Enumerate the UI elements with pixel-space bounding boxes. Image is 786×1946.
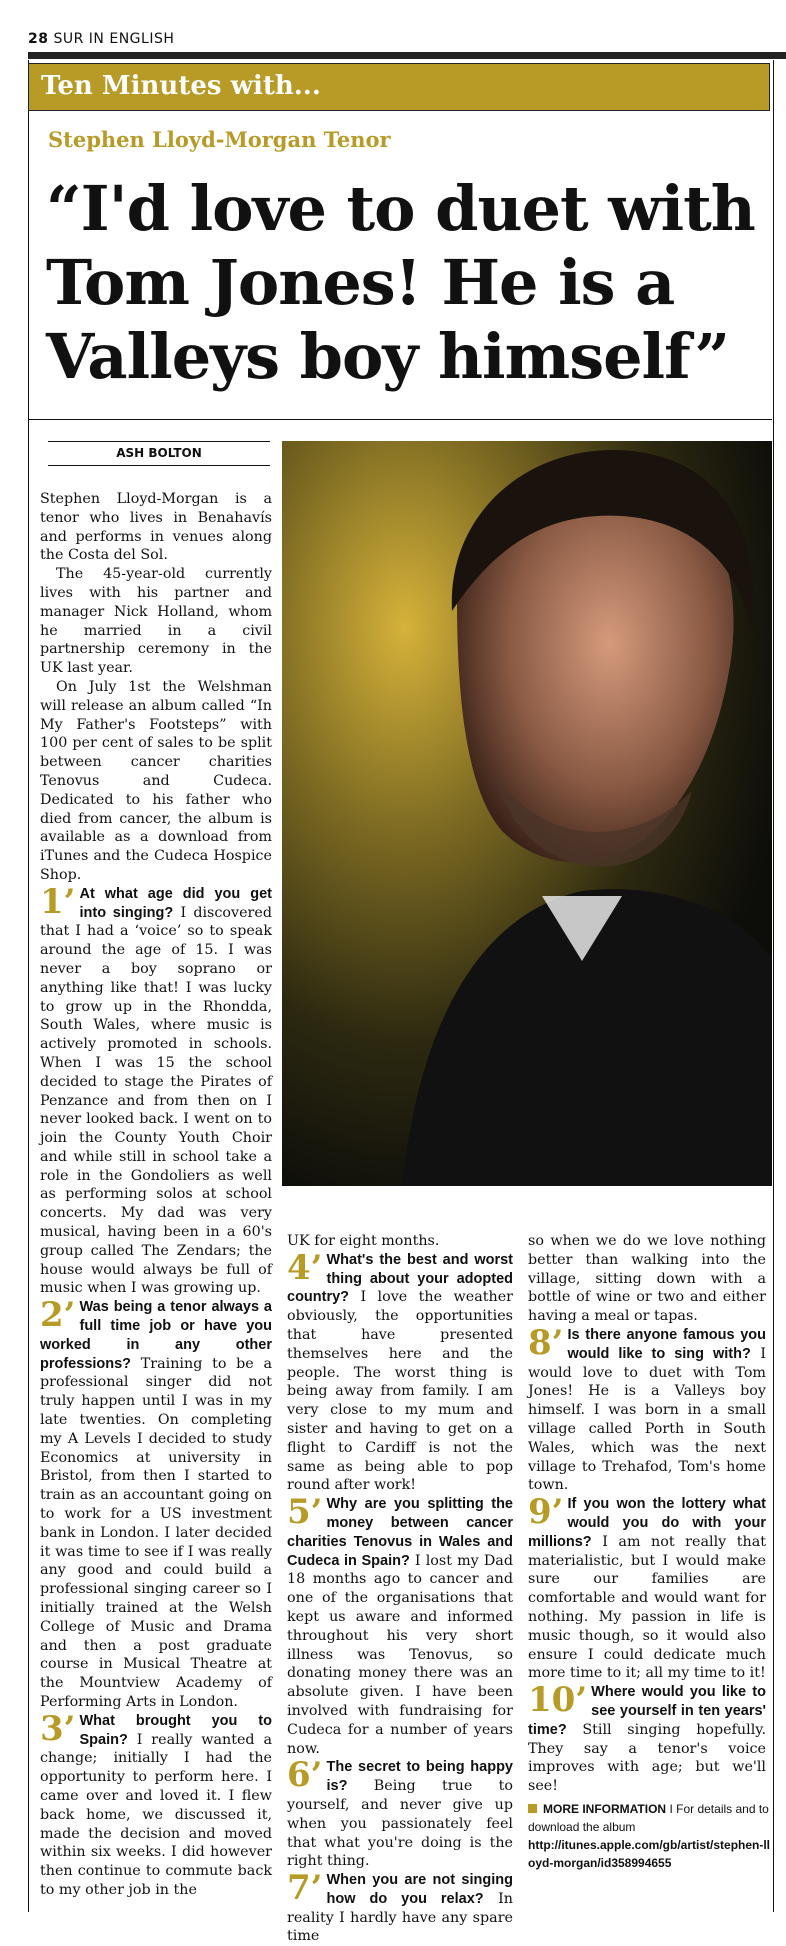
question-number: 4’ bbox=[287, 1247, 323, 1288]
question: What's the best and worst thing about your adopted country? bbox=[287, 1251, 513, 1306]
more-info-sep: I bbox=[666, 1802, 677, 1816]
qa-item bbox=[287, 1492, 513, 1758]
qa-item bbox=[528, 1492, 766, 1683]
answer: In reality I hardly have any spare time bbox=[287, 1890, 513, 1945]
qa-item bbox=[287, 1247, 513, 1495]
question-number: 1’ bbox=[40, 881, 76, 922]
intro-paragraph: Stephen Lloyd-Morgan is a tenor who lives in Benahavís and performs in venues along the Costa del Sol. bbox=[40, 491, 272, 564]
page-number: 28 bbox=[28, 31, 49, 47]
portrait-photo bbox=[282, 441, 772, 1186]
question-number: 9’ bbox=[528, 1492, 564, 1533]
question: The secret to being happy is? bbox=[326, 1759, 513, 1795]
intro-paragraph: On July 1st the Welshman will release an album called “In My Father's Footsteps” with 100 per cent of sales to be split between cancer charities Tenovus and Cudeca. Dedicated to his father who died from cancer, the album is available as a download from iTunes and the Cudeca Hospice Shop. bbox=[40, 678, 272, 883]
page-folio bbox=[28, 31, 174, 47]
qa-item bbox=[287, 1755, 513, 1871]
square-bullet-icon bbox=[528, 1804, 537, 1813]
question: If you won the lottery what would you do with your millions? bbox=[528, 1496, 766, 1550]
question-number: 2’ bbox=[40, 1295, 76, 1336]
byline: ASH BOLTON bbox=[48, 441, 270, 466]
answer: I really wanted a change; initially I had the opportunity to perform here. I came over and loved it. I flew back home, we discussed it, made the decision and moved within six weeks. I did however then continue to commute back to my other job in the bbox=[40, 1731, 272, 1898]
question-number: 5’ bbox=[287, 1492, 323, 1533]
question: Was being a tenor always a full time job or have you worked in any other professions? bbox=[40, 1299, 272, 1372]
qa-item bbox=[528, 1680, 766, 1796]
answer: I am not really that materialistic, but I would make sure our families are comfortable and would want for nothing. My passion in life is music though, so it would also ensure I could dedicate much more time to it; all my time to it! bbox=[528, 1533, 766, 1682]
question: When you are not singing how do you relax? bbox=[326, 1872, 513, 1907]
qa-item bbox=[40, 881, 272, 1299]
banner-title: Ten Minutes with... bbox=[41, 71, 321, 101]
question: Is there anyone famous you would like to sing with? bbox=[567, 1326, 766, 1362]
more-info-label: MORE INFORMATION bbox=[543, 1802, 667, 1816]
column-1 bbox=[40, 490, 272, 1900]
section-banner bbox=[28, 63, 770, 111]
headline: “I'd love to duet with Tom Jones! He is a Valleys boy himself” bbox=[46, 172, 755, 393]
intro-paragraph: The 45-year-old currently lives with his partner and manager Nick Holland, whom he married in a civil partnership ceremony in the UK last year. bbox=[40, 566, 272, 677]
qa-item bbox=[40, 1708, 272, 1900]
top-rule bbox=[28, 52, 786, 59]
section-name: SUR IN ENGLISH bbox=[53, 31, 175, 47]
question: What brought you to Spain? bbox=[79, 1712, 272, 1748]
more-info-text: For details and to download the album bbox=[528, 1802, 769, 1834]
question: Where would you like to see yourself in ten years' time? bbox=[528, 1684, 766, 1738]
answer: I would love to duet with Tom Jones! He is a Valleys boy himself. I was born in a small village called Porth in South Wales, which was the next village to Trehafod, Tom's home town. bbox=[528, 1345, 766, 1494]
question-number: 7’ bbox=[287, 1868, 323, 1909]
question-number: 3’ bbox=[40, 1708, 76, 1749]
qa-item bbox=[40, 1295, 272, 1712]
qa-item bbox=[287, 1868, 513, 1946]
continued-text: so when we do we love nothing better than walking into the village, sitting down with a bottle of wine or two and either having a meal or tapas. bbox=[528, 1233, 766, 1325]
qa-item bbox=[528, 1322, 766, 1495]
question-number: 8’ bbox=[528, 1322, 564, 1363]
itunes-link[interactable]: http://itunes.apple.com/gb/artist/stephen-lloyd-morgan/id358994655 bbox=[528, 1838, 771, 1870]
question: Why are you splitting the money between cancer charities Tenovus in Wales and Cudeca in Spain? bbox=[287, 1496, 513, 1569]
portrait-image bbox=[282, 441, 772, 1186]
answer: I lost my Dad 18 months ago to cancer and one of the organisations that kept us aware and informed throughout his very short illness was Tenovus, so donating money there was an absolute given. I have been involved with fundraising for Cudeca for a number of years now. bbox=[287, 1552, 513, 1757]
divider bbox=[28, 419, 772, 420]
answer: I discovered that I had a ‘voice’ so to speak around the age of 15. I was never a boy soprano or anything like that! I was lucky to grow up in the Rhondda, South Wales, where music is actively promoted in schools. When I was 15 the school decided to stage the Pirates of Penzance and from then on I never looked back. I went on to join the County Youth Choir and while still in school take a role in the Gondoliers as well as performing solos at school concerts. My dad was very musical, having been in a 60's group called The Zendars; the house would always be full of music when I was growing up. bbox=[40, 904, 272, 1297]
continued-text: UK for eight months. bbox=[287, 1233, 440, 1249]
answer: Still singing hopefully. They say a tenor's voice improves with age; but we'll see! bbox=[528, 1721, 766, 1795]
answer: Training to be a professional singer did not truly happen until I was in my late twenties. On completing my A Levels I decided to study Economics at university in Bristol, from then I started to train as an accountant going on to work for a US investment bank in London. I later decided it was time to see if I was really any good and could build a professional singing career so I initially trained at the Welsh College of Music and Drama and then a post graduate course in Musical Theatre at the Mountview Academy of Performing Arts in London. bbox=[40, 1355, 272, 1710]
question-number: 6’ bbox=[287, 1755, 323, 1796]
answer: Being true to yourself, and never give up when you passionately feel that what you're doing is the right thing. bbox=[287, 1778, 513, 1870]
column-2 bbox=[287, 1232, 513, 1946]
more-information-box bbox=[528, 1800, 772, 1872]
subhead: Stephen Lloyd-Morgan Tenor bbox=[48, 127, 391, 152]
question: At what age did you get into singing? bbox=[79, 885, 272, 921]
column-3 bbox=[528, 1232, 766, 1796]
answer: I love the weather obviously, the opportunities that have presented themselves here and the people. The worst thing is being away from family. I am very close to my mum and sister and having to get on a flight to Cardiff is not the same as being able to pop round after work! bbox=[287, 1289, 513, 1494]
question-number: 10’ bbox=[528, 1680, 588, 1721]
